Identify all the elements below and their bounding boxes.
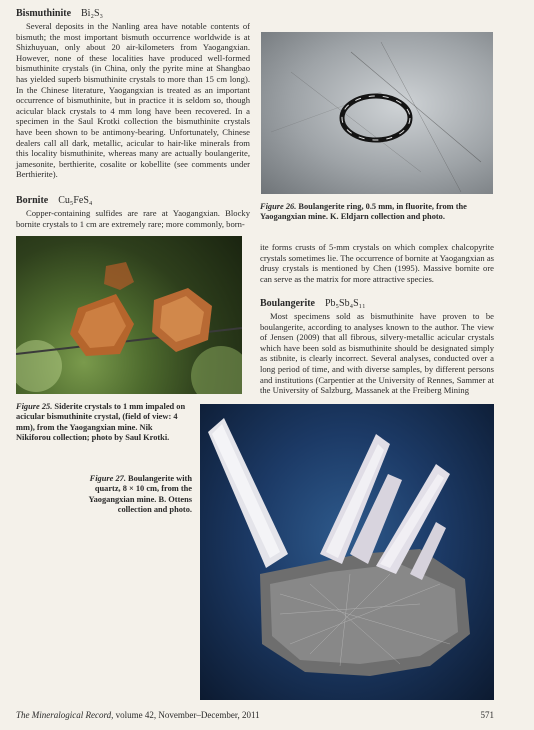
section-bismuthinite <box>16 8 250 180</box>
chemical-formula: Bi₂S₃ <box>81 8 103 19</box>
heading-text: Bornite <box>16 195 49 206</box>
figure-26-photo <box>261 32 493 194</box>
figure-27-caption <box>80 474 192 516</box>
page-number: 571 <box>480 710 494 720</box>
figure-label: Figure 27. <box>89 474 126 483</box>
paragraph: Copper-containing sulfides are rare at Yaogangxian. Blocky bornite crystals to 1 cm are extremely rare; more commonly, born- <box>16 208 250 229</box>
chemical-formula: Cu₅FeS₄ <box>58 195 93 206</box>
section-heading <box>260 298 494 309</box>
journal-issue: volume 42, November–December, 2011 <box>115 710 260 720</box>
section-bornite-continued <box>260 242 494 284</box>
section-heading <box>16 8 250 19</box>
figure-27-photo <box>200 404 494 700</box>
figure-25-caption <box>16 402 186 444</box>
caption-text: Boulangerite ring, 0.5 mm, in fluorite, from the Yaogangxian mine. K. Eldjarn collection and photo. <box>260 202 467 222</box>
journal-title: The Mineralogical Record, <box>16 710 114 720</box>
paragraph: ite forms crusts of 5-mm crystals on which complex chalcopyrite crystals sometimes lie. The occurrence of bornite at Yaogangxian as drusy crystals is mentioned by Chen (1995). Massive bornite ore can serve as the matrix for more attractive species. <box>260 242 494 284</box>
heading-text: Bismuthinite <box>16 8 72 19</box>
section-heading <box>16 195 250 206</box>
section-boulangerite <box>260 298 494 396</box>
caption-text: Siderite crystals to 1 mm impaled on acicular bismuthinite crystal, (field of view: 4 mm), from the Yaogangxian mine. Nik Nikiforou collection; photo by Saul Krotki. <box>16 402 186 443</box>
footer-citation <box>16 710 260 720</box>
figure-label: Figure 25. <box>16 402 53 411</box>
figure-label: Figure 26. <box>260 202 297 211</box>
paragraph: Most specimens sold as bismuthinite have proven to be boulangerite, according to analyses known to the author. The view of Jensen (2009) that all fibrous, silvery-metallic acicular crystals which have been sold as bismuthinite should be designated simply as stibnite, is clearly incorrect. Several analyses, conducted over a long period of time, and with diverse samples, by different persons and institutions (Carpentier at the University of Rennes, Sammer at the University of Salzburg, Massanek at the Freiberg Mining <box>260 311 494 396</box>
figure-26-caption <box>260 202 492 223</box>
heading-text: Boulangerite <box>260 298 315 309</box>
paragraph: Several deposits in the Nanling area have notable contents of bismuth; the most important bismuth occurrence worldwide is at Shizhuyuan, only about 20 air-kilometers from Yaogangxian. However, none of these localities have produced well-formed bismuthinite crystals (in China, only the pyrite mine at Shangbao has yielded superb bismuthinite crystals to more than 15 cm long). In the Chinese literature, Yaogangxian is treated as an important occurrence of bismuthinite, but in practice it is seldom so, though acicular black crystals to 4 mm long have been recovered. In a specimen in the Saul Krotki collection the bismuthinite crystals have been shown to be antimony-bearing. Unfortunately, Chinese dealers call all dark, metallic, acicular to hair-like minerals from this locality bismuthinite, whereas many are actually boulangerite, jamesonite, berthierite, cosalite or kobellite (see comments under Berthierite). <box>16 21 250 180</box>
chemical-formula: Pb₅Sb₄S₁₁ <box>325 298 366 309</box>
figure-25-photo <box>16 236 242 394</box>
section-bornite <box>16 195 250 229</box>
caption-text: Boulangerite with quartz, 8 × 10 cm, from the Yaogangxian mine. B. Ottens collection and photo. <box>88 474 192 515</box>
